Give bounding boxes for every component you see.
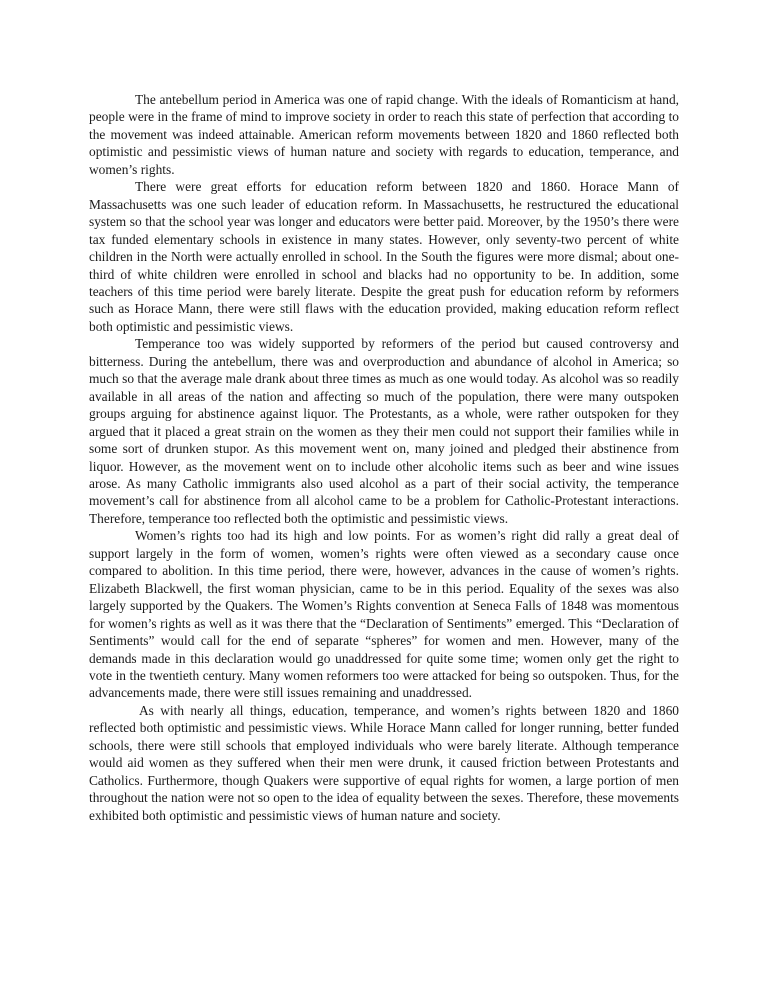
paragraph-conclusion: As with nearly all things, education, temperance, and women’s rights between 1820 and 1860 reflected both optimistic and pessimistic views. While Horace Mann called for longer running, better funded schools, there were still schools that employed individuals who were barely literate. Although temperance would aid women as they suffered when their men were drunk, it caused friction between Protestants and Catholics. Furthermore, though Quakers were supportive of equal rights for women, a large portion of men throughout the nation were not so open to the idea of equality between the sexes. Therefore, these movements exhibited both optimistic and pessimistic views of human nature and society. [89, 702, 679, 823]
paragraph-intro: The antebellum period in America was one of rapid change. With the ideals of Romanticism at hand, people were in the frame of mind to improve society in order to reach this state of perfection that according to the movement was indeed attainable. American reform movements between 1820 and 1860 reflected both optimistic and pessimistic views of human nature and society with regards to education, temperance, and women’s rights. [89, 92, 679, 177]
paragraph-womens-rights: Women’s rights too had its high and low points. For as women’s right did rally a great deal of support largely in the form of women, women’s rights were often viewed as a secondary cause once compared to abolition. In this time period, there were, however, advances in the cause of women’s rights. Elizabeth Blackwell, the first woman physician, came to be in this period. Equality of the sexes was also largely supported by the Quakers. The Women’s Rights convention at Seneca Falls of 1848 was momentous for women’s rights as well as it was there that the “Declaration of Sentiments” emerged. This “Declaration of Sentiments” would call for the end of separate “spheres” for women and men. However, many of the demands made in this declaration would go unaddressed for quite some time; women only get the right to vote in the twentieth century. Many women reformers too were attacked for being so outspoken. Thus, for the advancements made, there were still issues remaining and unaddressed. [89, 528, 679, 701]
paragraph-temperance: Temperance too was widely supported by reformers of the period but caused controversy and bitterness. During the antebellum, there was and overproduction and abundance of alcohol in America; so much so that the average male drank about three times as much as one would today. As alcohol was so readily available in all areas of the nation and affecting so much of the population, there were many outspoken groups arguing for abstinence against liquor. The Protestants, as a whole, were rather outspoken for they argued that it placed a great strain on the women as they their men could not support their families while in some sort of drunken stupor. As this movement went on, many joined and pledged their abstinence from liquor. However, as the movement went on to include other alcoholic items such as beer and wine issues arose. As many Catholic immigrants also used alcohol as a part of their social activity, the temperance movement’s call for abstinence from all alcohol came to be a problem for Catholic-Protestant interactions. Therefore, temperance too reflected both the optimistic and pessimistic views. [89, 336, 679, 526]
essay-body [89, 91, 679, 824]
paragraph-education: There were great efforts for education reform between 1820 and 1860. Horace Mann of Massachusetts was one such leader of education reform. In Massachusetts, he restructured the educational system so that the school year was longer and educators were better paid. Moreover, by the 1950’s there were tax funded elementary schools in existence in many states. However, only seventy-two percent of white children in the North were actually enrolled in school. In the South the figures were more dismal; about one-third of white children were enrolled in school and blacks had no opportunity to be. In addition, some teachers of this time period were barely literate. Despite the great push for education reform by reformers such as Horace Mann, there were still flaws with the education provided, making education reform reflect both optimistic and pessimistic views. [89, 179, 679, 334]
